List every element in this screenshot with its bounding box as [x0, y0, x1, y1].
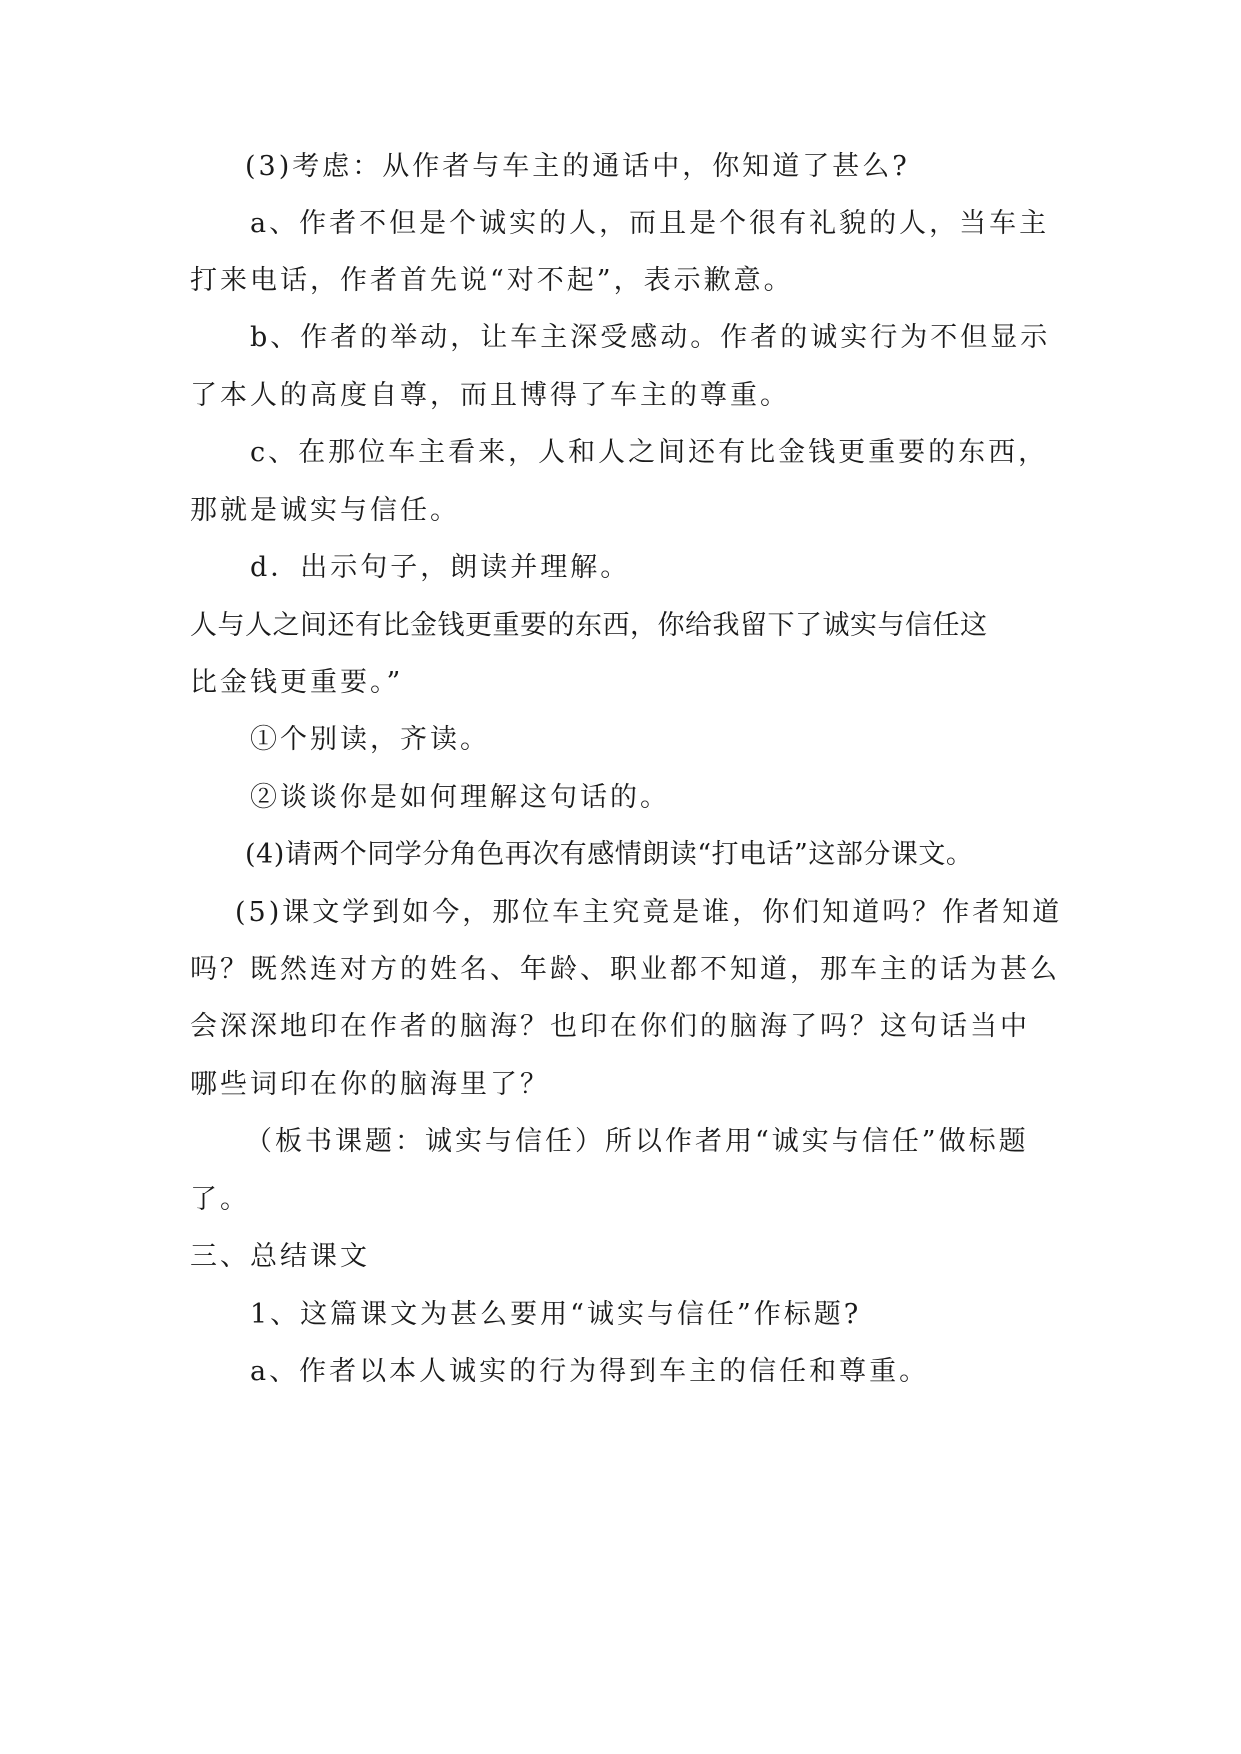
paragraph-line: a、作者不但是个诚实的人，而且是个很有礼貌的人，当车主 — [250, 208, 1050, 239]
paragraph-line: d．出示句子，朗读并理解。 — [250, 552, 631, 583]
section-heading: 三、总结课文 — [190, 1241, 370, 1272]
quoted-sentence-line: 比金钱更重要。” — [190, 667, 404, 698]
paragraph-line: 打来电话，作者首先说“对不起”，表示歉意。 — [190, 265, 794, 296]
paragraph-line: 吗？既然连对方的姓名、年龄、职业都不知道，那车主的话为甚么 — [190, 954, 1060, 985]
paragraph-line: 哪些词印在你的脑海里了？ — [190, 1069, 550, 1100]
list-item: ①个别读，齐读。 — [250, 724, 490, 755]
paragraph-line: a、作者以本人诚实的行为得到车主的信任和尊重。 — [250, 1356, 930, 1387]
paragraph-line: (5)课文学到如今，那位车主究竟是谁，你们知道吗？作者知道 — [235, 897, 1063, 928]
quoted-sentence-line: 人与人之间还有比金钱更重要的东西，你给我留下了诚实与信任这 — [190, 610, 988, 641]
paragraph-line: 会深深地印在作者的脑海？也印在你们的脑海了吗？这句话当中 — [190, 1011, 1030, 1042]
paragraph-line: 了。 — [190, 1184, 250, 1215]
paragraph-line: b、作者的举动，让车主深受感动。作者的诚实行为不但显示 — [250, 322, 1051, 353]
paragraph-line: （板书课题：诚实与信任）所以作者用“诚实与信任”做标题 — [245, 1126, 1029, 1157]
paragraph-line: 1、这篇课文为甚么要用“诚实与信任”作标题? — [250, 1299, 862, 1330]
paragraph-line: 了本人的高度自尊，而且博得了车主的尊重。 — [190, 380, 790, 411]
list-item: ②谈谈你是如何理解这句话的。 — [250, 782, 670, 813]
paragraph-line: 那就是诚实与信任。 — [190, 495, 460, 526]
paragraph-line: (4)请两个同学分角色再次有感情朗读“打电话”这部分课文。 — [245, 839, 974, 870]
paragraph-line: (3)考虑：从作者与车主的通话中，你知道了甚么? — [245, 151, 910, 182]
paragraph-line: c、在那位车主看来，人和人之间还有比金钱更重要的东西， — [250, 437, 1049, 468]
